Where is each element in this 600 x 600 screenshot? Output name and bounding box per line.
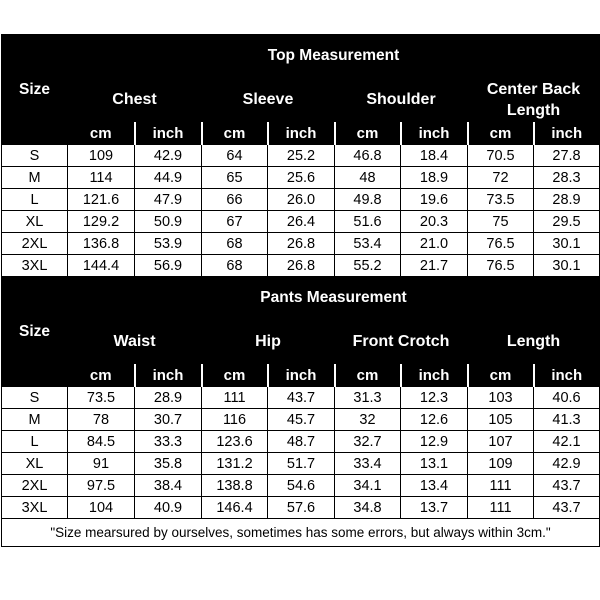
measurement-cell: 12.6 — [401, 409, 468, 431]
measurement-cell: 123.6 — [202, 431, 268, 453]
measurement-cell: 51.6 — [335, 211, 401, 233]
measurement-cell: 111 — [468, 475, 534, 497]
pants-group-header: Hip — [202, 320, 335, 365]
table-row — [2, 211, 600, 233]
top-group-header: Sleeve — [202, 78, 335, 123]
measurement-cell: 34.8 — [335, 497, 401, 519]
size-cell: S — [2, 387, 68, 409]
table-row — [2, 409, 600, 431]
measurement-cell: 44.9 — [135, 167, 202, 189]
measurement-cell: 48.7 — [268, 431, 335, 453]
size-cell: 3XL — [2, 497, 68, 519]
size-cell: L — [2, 431, 68, 453]
measurement-cell: 30.1 — [534, 255, 600, 277]
table-row — [2, 453, 600, 475]
measurement-cell: 30.1 — [534, 233, 600, 255]
size-cell: XL — [2, 453, 68, 475]
top-group-row — [2, 78, 600, 123]
measurement-cell: 35.8 — [135, 453, 202, 475]
measurement-cell: 114 — [68, 167, 135, 189]
measurement-cell: 105 — [468, 409, 534, 431]
measurement-cell: 67 — [202, 211, 268, 233]
measurement-cell: 131.2 — [202, 453, 268, 475]
measurement-cell: 43.7 — [534, 497, 600, 519]
unit-inch-header: inch — [268, 365, 335, 387]
measurement-cell: 42.1 — [534, 431, 600, 453]
measurement-cell: 121.6 — [68, 189, 135, 211]
unit-cm-header: cm — [202, 365, 268, 387]
unit-cm-header: cm — [468, 365, 534, 387]
size-cell: 2XL — [2, 233, 68, 255]
measurement-cell: 111 — [202, 387, 268, 409]
measurement-cell: 43.7 — [268, 387, 335, 409]
measurement-cell: 68 — [202, 233, 268, 255]
table-row — [2, 497, 600, 519]
measurement-cell: 12.9 — [401, 431, 468, 453]
measurement-cell: 32.7 — [335, 431, 401, 453]
measurement-cell: 27.8 — [534, 145, 600, 167]
measurement-cell: 26.4 — [268, 211, 335, 233]
measurement-cell: 64 — [202, 145, 268, 167]
measurement-cell: 42.9 — [135, 145, 202, 167]
measurement-cell: 28.9 — [135, 387, 202, 409]
measurement-cell: 13.7 — [401, 497, 468, 519]
top-title-row — [2, 35, 600, 78]
size-cell: XL — [2, 211, 68, 233]
measurement-cell: 51.7 — [268, 453, 335, 475]
measurement-cell: 136.8 — [68, 233, 135, 255]
measurement-cell: 43.7 — [534, 475, 600, 497]
measurement-cell: 65 — [202, 167, 268, 189]
size-chart — [1, 34, 599, 547]
measurement-cell: 111 — [468, 497, 534, 519]
measurement-cell: 116 — [202, 409, 268, 431]
pants-group-header: Waist — [68, 320, 202, 365]
pants-unit-row — [2, 365, 600, 387]
measurement-cell: 109 — [68, 145, 135, 167]
measurement-cell: 33.3 — [135, 431, 202, 453]
size-cell: 2XL — [2, 475, 68, 497]
table-row — [2, 431, 600, 453]
measurement-cell: 31.3 — [335, 387, 401, 409]
measurement-cell: 42.9 — [534, 453, 600, 475]
table-row — [2, 255, 600, 277]
pants-group-header: Front Crotch — [335, 320, 468, 365]
measurement-cell: 73.5 — [468, 189, 534, 211]
top-group-header: Center Back Length — [468, 78, 600, 123]
top-group-header: Chest — [68, 78, 202, 123]
pants-group-header: Length — [468, 320, 600, 365]
table-row — [2, 145, 600, 167]
measurement-cell: 38.4 — [135, 475, 202, 497]
measurement-cell: 146.4 — [202, 497, 268, 519]
unit-inch-header: inch — [135, 365, 202, 387]
measurement-cell: 138.8 — [202, 475, 268, 497]
measurement-cell: 104 — [68, 497, 135, 519]
unit-inch-header: inch — [135, 123, 202, 145]
measurement-cell: 97.5 — [68, 475, 135, 497]
top-unit-row — [2, 123, 600, 145]
top-group-header: Shoulder — [335, 78, 468, 123]
measurement-cell: 47.9 — [135, 189, 202, 211]
measurement-cell: 40.6 — [534, 387, 600, 409]
measurement-cell: 12.3 — [401, 387, 468, 409]
size-cell: L — [2, 189, 68, 211]
table-row — [2, 189, 600, 211]
top-section-title: Top Measurement — [68, 35, 600, 78]
measurement-cell: 75 — [468, 211, 534, 233]
measurement-cell: 109 — [468, 453, 534, 475]
measurement-cell: 46.8 — [335, 145, 401, 167]
measurement-cell: 57.6 — [268, 497, 335, 519]
measurement-cell: 66 — [202, 189, 268, 211]
measurement-cell: 18.9 — [401, 167, 468, 189]
measurement-cell: 40.9 — [135, 497, 202, 519]
size-cell: 3XL — [2, 255, 68, 277]
note-row — [2, 519, 600, 547]
table-row — [2, 387, 600, 409]
measurement-cell: 20.3 — [401, 211, 468, 233]
measurement-cell: 26.8 — [268, 233, 335, 255]
pants-size-header: Size — [2, 277, 68, 387]
size-chart-table — [1, 34, 600, 547]
measurement-cell: 103 — [468, 387, 534, 409]
measurement-cell: 56.9 — [135, 255, 202, 277]
measurement-cell: 32 — [335, 409, 401, 431]
footnote: "Size mearsured by ourselves, sometimes has some errors, but always within 3cm." — [2, 519, 600, 547]
measurement-cell: 41.3 — [534, 409, 600, 431]
unit-inch-header: inch — [401, 365, 468, 387]
measurement-cell: 54.6 — [268, 475, 335, 497]
measurement-cell: 68 — [202, 255, 268, 277]
measurement-cell: 76.5 — [468, 233, 534, 255]
measurement-cell: 26.0 — [268, 189, 335, 211]
measurement-cell: 55.2 — [335, 255, 401, 277]
table-row — [2, 167, 600, 189]
pants-title-row — [2, 277, 600, 320]
measurement-cell: 144.4 — [68, 255, 135, 277]
measurement-cell: 18.4 — [401, 145, 468, 167]
measurement-cell: 13.1 — [401, 453, 468, 475]
measurement-cell: 25.6 — [268, 167, 335, 189]
measurement-cell: 21.7 — [401, 255, 468, 277]
unit-cm-header: cm — [468, 123, 534, 145]
measurement-cell: 107 — [468, 431, 534, 453]
measurement-cell: 28.9 — [534, 189, 600, 211]
measurement-cell: 21.0 — [401, 233, 468, 255]
measurement-cell: 129.2 — [68, 211, 135, 233]
measurement-cell: 78 — [68, 409, 135, 431]
unit-inch-header: inch — [534, 123, 600, 145]
size-cell: M — [2, 167, 68, 189]
measurement-cell: 53.4 — [335, 233, 401, 255]
size-cell: M — [2, 409, 68, 431]
measurement-cell: 53.9 — [135, 233, 202, 255]
measurement-cell: 25.2 — [268, 145, 335, 167]
measurement-cell: 13.4 — [401, 475, 468, 497]
unit-inch-header: inch — [534, 365, 600, 387]
measurement-cell: 91 — [68, 453, 135, 475]
unit-cm-header: cm — [335, 365, 401, 387]
pants-group-row — [2, 320, 600, 365]
table-row — [2, 475, 600, 497]
measurement-cell: 19.6 — [401, 189, 468, 211]
measurement-cell: 73.5 — [68, 387, 135, 409]
measurement-cell: 29.5 — [534, 211, 600, 233]
measurement-cell: 28.3 — [534, 167, 600, 189]
measurement-cell: 34.1 — [335, 475, 401, 497]
measurement-cell: 49.8 — [335, 189, 401, 211]
measurement-cell: 70.5 — [468, 145, 534, 167]
pants-section-title: Pants Measurement — [68, 277, 600, 320]
measurement-cell: 48 — [335, 167, 401, 189]
unit-cm-header: cm — [335, 123, 401, 145]
table-row — [2, 233, 600, 255]
measurement-cell: 76.5 — [468, 255, 534, 277]
measurement-cell: 26.8 — [268, 255, 335, 277]
unit-inch-header: inch — [268, 123, 335, 145]
unit-cm-header: cm — [68, 365, 135, 387]
measurement-cell: 50.9 — [135, 211, 202, 233]
measurement-cell: 33.4 — [335, 453, 401, 475]
size-cell: S — [2, 145, 68, 167]
measurement-cell: 72 — [468, 167, 534, 189]
unit-cm-header: cm — [202, 123, 268, 145]
measurement-cell: 30.7 — [135, 409, 202, 431]
unit-cm-header: cm — [68, 123, 135, 145]
measurement-cell: 84.5 — [68, 431, 135, 453]
top-size-header: Size — [2, 35, 68, 145]
measurement-cell: 45.7 — [268, 409, 335, 431]
unit-inch-header: inch — [401, 123, 468, 145]
